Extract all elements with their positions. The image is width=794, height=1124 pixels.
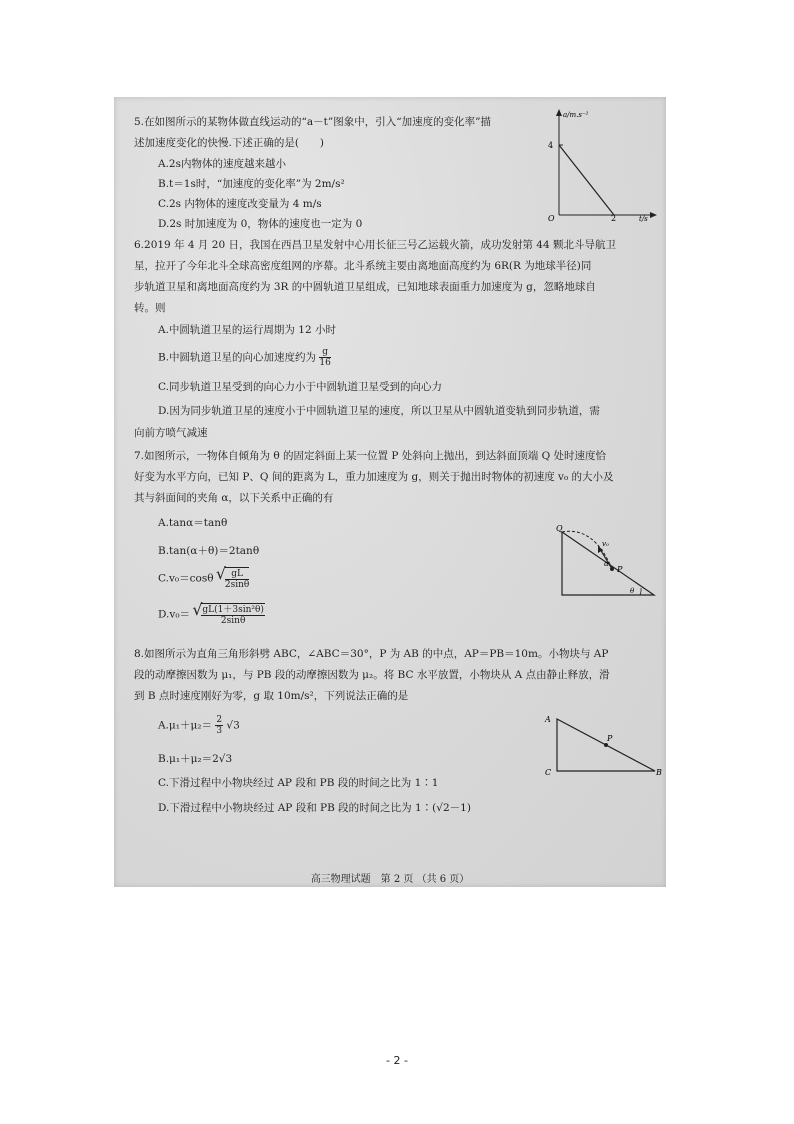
q5-graph-ylabel: a/m.s⁻² [563,111,589,119]
q8-label-p: P [607,734,613,743]
q5-graph-xtick: 2 [611,214,617,222]
q7-stem-line3: 其与斜面间的夹角 α，以下关系中正确的有 [134,492,334,504]
q7-label-p: P [617,565,623,574]
q8-option-a [158,715,240,736]
q5-stem-line1: 5.在如图所示的某物体做直线运动的“a－t”图象中，引入“加速度的变化率”描 [134,116,491,128]
q8-option-b: B.μ₁＋μ₂＝2√3 [158,753,233,765]
q7-option-c-text: C.v₀＝cosθ [158,572,214,585]
q8-stem-line3: 到 B 点时速度刚好为零，g 取 10m/s²，下列说法正确的是 [134,690,409,702]
page-number: - 2 - [386,1054,408,1067]
q7-label-q: Q [556,524,563,533]
q7-option-d-text: D.v₀＝ [158,608,191,621]
q6-stem-line2: 星，拉开了今年北斗全球高密度组网的序幕。北斗系统主要由离地面高度约为 6R(R 为地球半径)同 [134,260,592,272]
q8-option-a-text: A.μ₁＋μ₂＝ [158,719,212,732]
q8-stem-line2: 段的动摩擦因数为 μ₁，与 PB 段的动摩擦因数为 μ₂。将 BC 水平放置，小物块从 A 点由静止释放，滑 [134,669,610,681]
q8-option-c: C.下滑过程中小物块经过 AP 段和 PB 段的时间之比为 1∶1 [158,777,439,789]
q8-option-a-root: √3 [226,719,240,732]
q6-option-d-line1: D.因为同步轨道卫星的速度小于中圆轨道卫星的速度，所以卫星从中圆轨道变轨到同步轨道，需 [158,405,600,417]
q6-stem-line4: 转。则 [134,302,166,314]
q8-label-b: B [656,768,662,777]
q7-option-d [158,603,265,626]
q8-label-c: C [545,768,552,777]
q8-option-a-fraction: $\frac{2}{3}$ [216,715,223,736]
q7-stem-line1: 7.如图所示，一物体自倾角为 θ 的固定斜面上某一位置 P 处斜向上抛出，到达斜面顶端 Q 处时速度恰 [134,450,607,462]
q7-label-theta: θ [630,587,635,595]
q6-option-b-text: B.中圆轨道卫星的向心加速度约为 [158,351,317,364]
q6-option-b [158,347,331,368]
q5-graph-ytick: 4 [548,141,554,150]
q7-option-b: B.tan(α＋θ)＝2tanθ [158,545,260,557]
q7-option-a: A.tanα＝tanθ [158,517,228,529]
q5-option-d: D.2s 时加速度为 0，物体的速度也一定为 0 [158,218,363,230]
q7-option-d-sqrt: √ $\frac{\text{gL(1＋3sin²θ)}}{2\sin\theta}$ [193,603,265,626]
q6-stem-line1: 6.2019 年 4 月 20 日，我国在西昌卫星发射中心用长征三号乙运载火箭，成功发射第 44 颗北斗导航卫 [134,239,617,251]
q5-option-a: A.2s内物体的速度越来越小 [158,158,286,170]
q8-label-a: A [545,715,551,724]
q5-option-c: C.2s 内物体的速度改变量为 4 m/s [158,198,322,210]
q5-graph-xlabel: t/s [639,215,648,222]
q5-graph-origin: O [548,214,555,222]
q8-stem-line1: 8.如图所示为直角三角形斜劈 ABC，∠ABC＝30°，P 为 AB 的中点，AP＝PB＝10m。小物块与 AP [134,648,609,660]
q5-at-graph [539,107,659,222]
q5-stem-line2: 述加速度变化的快慢.下述正确的是( ) [134,137,325,149]
q7-label-alpha: α [604,560,609,568]
q6-option-b-fraction: $\frac{g}{16}$ [319,347,331,368]
q7-stem-line2: 好变为水平方向，已知 P、Q 间的距离为 L，重力加速度为 g，则关于抛出时物体的初速度 v₀ 的大小及 [134,471,614,483]
q6-option-c: C.同步轨道卫星受到的向心力小于中圆轨道卫星受到的向心力 [158,381,442,393]
q6-stem-line3: 步轨道卫星和离地面高度约为 3R 的中圆轨道卫星组成，已知地球表面重力加速度为 g，忽略地球自 [134,281,596,293]
q7-option-c-sqrt: √ $\frac{gL}{2\sin\theta}$ [217,567,249,590]
scanned-exam-page [114,97,666,887]
q6-option-d-line2: 向前方喷气减速 [134,427,208,439]
q7-incline-figure [554,522,659,602]
q6-option-a: A.中圆轨道卫星的运行周期为 12 小时 [158,324,336,336]
q5-option-b: B.t＝1s时，“加速度的变化率”为 2m/s² [158,178,345,190]
page-footer: 高三物理试题 第 2 页 （共 6 页） [310,874,470,885]
q8-wedge-figure [539,709,664,781]
q8-option-d: D.下滑过程中小物块经过 AP 段和 PB 段的时间之比为 1∶(√2－1) [158,802,471,814]
q7-label-v0: v₀ [602,540,609,548]
q7-option-c [158,567,249,590]
